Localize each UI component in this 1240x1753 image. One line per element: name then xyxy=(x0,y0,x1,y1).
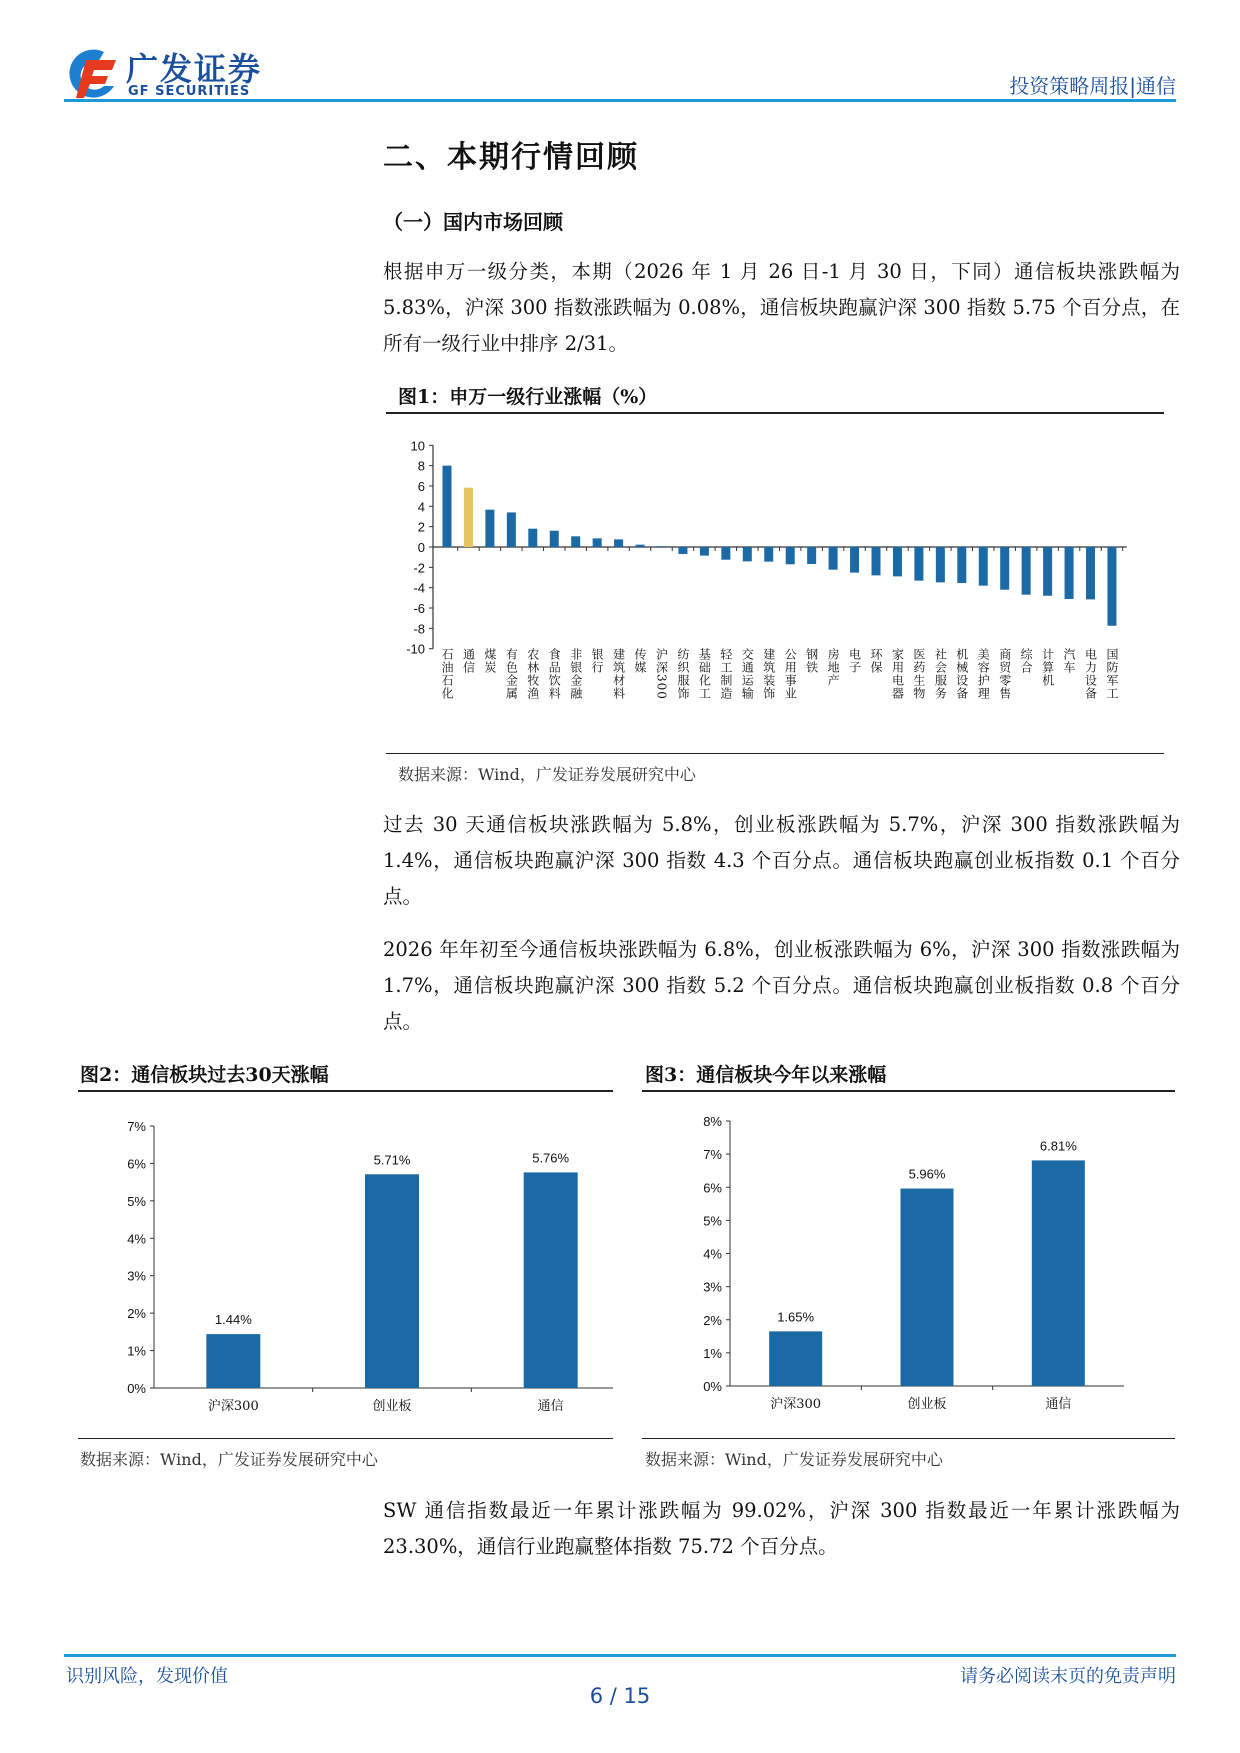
x-tick-label: 轻工制造 xyxy=(718,648,733,700)
bar xyxy=(893,547,902,576)
bar xyxy=(764,547,773,562)
x-tick-label: 创业板 xyxy=(372,1399,412,1414)
x-tick-label: 非银金融 xyxy=(568,648,583,700)
report-type: 投资策略周报|通信 xyxy=(1009,74,1176,98)
y-tick-label: -2 xyxy=(413,560,425,576)
x-tick-label: 电子 xyxy=(847,648,862,674)
x-tick-label: 农林牧渔 xyxy=(525,648,540,700)
y-tick-label: -6 xyxy=(413,601,425,617)
x-tick-label: 建筑装饰 xyxy=(761,648,776,700)
y-tick-label: 5% xyxy=(703,1213,722,1229)
y-tick-label: 10 xyxy=(410,438,425,454)
data-label: 1.65% xyxy=(777,1309,815,1325)
bar xyxy=(829,547,838,570)
y-tick-label: 8% xyxy=(703,1114,722,1129)
page-number: 6 / 15 xyxy=(589,1684,651,1708)
figure1-bottom-rule xyxy=(386,753,1164,754)
figure3-chart xyxy=(642,1095,1175,1435)
figure1-source: 数据来源：Wind，广发证券发展研究中心 xyxy=(398,765,696,784)
brand-name-en: GF SECURITIES xyxy=(128,84,251,99)
bar xyxy=(524,1172,578,1388)
y-tick-label: 1% xyxy=(703,1345,722,1361)
bar xyxy=(1065,547,1074,599)
bar xyxy=(1107,547,1116,626)
y-tick-label: -8 xyxy=(413,621,425,637)
bar xyxy=(914,547,923,581)
x-tick-label: 纺织服饰 xyxy=(675,648,690,700)
data-label: 6.81% xyxy=(1039,1138,1077,1154)
figure1-title: 图1：申万一级行业涨幅（%） xyxy=(398,386,658,408)
x-tick-label: 钢铁 xyxy=(804,648,819,674)
data-label: 1.44% xyxy=(214,1312,252,1328)
gf-logo-icon xyxy=(64,46,120,102)
x-tick-label: 通信 xyxy=(461,648,476,674)
x-tick-label: 社会服务 xyxy=(933,648,948,700)
figure3-title: 图3：通信板块今年以来涨幅 xyxy=(645,1064,887,1086)
bar xyxy=(206,1334,260,1388)
x-tick-label: 医药生物 xyxy=(911,648,926,700)
y-tick-label: 2% xyxy=(127,1306,146,1322)
y-tick-label: 3% xyxy=(703,1279,722,1295)
figure3-svg xyxy=(642,1095,1175,1435)
x-tick-label: 计算机 xyxy=(1040,648,1055,687)
bar xyxy=(550,531,559,547)
x-tick-label: 机械设备 xyxy=(954,648,969,700)
figure3-source: 数据来源：Wind，广发证券发展研究中心 xyxy=(645,1450,943,1469)
data-label: 5.71% xyxy=(373,1152,411,1168)
bar xyxy=(979,547,988,586)
y-tick-label: 6% xyxy=(703,1180,722,1196)
bar xyxy=(1032,1160,1085,1386)
footer-slogan: 识别风险，发现价值 xyxy=(66,1666,228,1687)
y-tick-label: 0% xyxy=(703,1379,722,1394)
figure2-source: 数据来源：Wind，广发证券发展研究中心 xyxy=(80,1450,378,1469)
x-tick-label: 通信 xyxy=(1045,1397,1072,1412)
x-tick-label: 沪深300 xyxy=(654,648,669,700)
section-title: 二、本期行情回顾 xyxy=(383,140,639,175)
bar xyxy=(786,547,795,564)
x-tick-label: 沪深300 xyxy=(770,1397,822,1412)
x-tick-label: 家用电器 xyxy=(890,648,905,700)
header-divider xyxy=(64,99,1176,102)
x-tick-label: 基础化工 xyxy=(697,648,712,700)
figure2-chart xyxy=(78,1095,613,1435)
y-tick-label: 7% xyxy=(127,1119,146,1134)
x-tick-label: 汽车 xyxy=(1062,648,1077,674)
bar xyxy=(614,539,623,547)
bar xyxy=(571,536,580,547)
figure1-chart xyxy=(383,420,1173,750)
y-tick-label: 8 xyxy=(417,458,425,474)
bar xyxy=(507,512,516,547)
figure2-title: 图2：通信板块过去30天涨幅 xyxy=(80,1064,329,1086)
bar xyxy=(901,1189,954,1386)
y-tick-label: 4 xyxy=(417,499,425,515)
bar xyxy=(721,547,730,560)
bar xyxy=(1086,547,1095,599)
figure2-svg xyxy=(78,1095,613,1435)
x-tick-label: 沪深300 xyxy=(207,1399,259,1414)
x-tick-label: 房地产 xyxy=(826,648,841,687)
bar xyxy=(365,1174,419,1388)
brand-name-cn: 广发证券 xyxy=(126,50,263,88)
paragraph-annual: SW 通信指数最近一年累计涨跌幅为 99.02%，沪深 300 指数最近一年累计涨跌幅为 23.30%，通信行业跑赢整体指数 75.72 个百分点。 xyxy=(383,1499,1180,1558)
x-tick-label: 商贸零售 xyxy=(997,648,1012,700)
bar xyxy=(1043,547,1052,596)
bar xyxy=(769,1331,822,1386)
figure2-top-rule xyxy=(78,1090,613,1092)
figure3-top-rule xyxy=(642,1090,1175,1092)
x-tick-label: 有色金属 xyxy=(504,648,519,700)
y-tick-label: -10 xyxy=(406,641,425,657)
y-tick-label: 1% xyxy=(127,1343,146,1359)
x-tick-label: 通信 xyxy=(537,1399,564,1414)
x-tick-label: 创业板 xyxy=(907,1397,947,1412)
x-tick-label: 综合 xyxy=(1019,648,1034,674)
y-tick-label: 4% xyxy=(127,1231,146,1247)
y-tick-label: 5% xyxy=(127,1193,146,1209)
x-tick-label: 建筑材料 xyxy=(611,648,626,700)
bar xyxy=(657,546,666,547)
bar xyxy=(593,538,602,547)
y-tick-label: 3% xyxy=(127,1268,146,1284)
bar xyxy=(807,547,816,564)
bar xyxy=(743,547,752,561)
y-tick-label: 4% xyxy=(703,1246,722,1262)
y-tick-label: 0 xyxy=(417,540,425,555)
data-label: 5.76% xyxy=(532,1150,570,1166)
x-tick-label: 环保 xyxy=(869,648,883,674)
figure2-bottom-rule xyxy=(78,1438,613,1439)
figure1-svg xyxy=(383,420,1173,750)
data-label: 5.96% xyxy=(908,1166,946,1182)
paragraph-ytd: 2026 年年初至今通信板块涨跌幅为 6.8%，创业板涨跌幅为 6%，沪深 300 指数涨跌幅为 1.7%，通信板块跑赢沪深 300 指数 5.2 个百分点。通信板块跑赢创业板指数 0.8 个百分点。 xyxy=(383,938,1180,1033)
bar xyxy=(700,547,709,556)
x-tick-label: 食品饮料 xyxy=(547,648,562,700)
x-tick-label: 银行 xyxy=(590,648,605,674)
y-tick-label: 2 xyxy=(417,519,425,535)
paragraph-weekly: 根据申万一级分类，本期（2026 年 1 月 26 日-1 月 30 日，下同）通信板块涨跌幅为 5.83%，沪深 300 指数涨跌幅为 0.08%，通信板块跑赢沪深 300 指数 5.75 个百分点，在所有一级行业中排序 2/31。 xyxy=(383,260,1180,355)
bar xyxy=(957,547,966,583)
x-tick-label: 交通运输 xyxy=(740,648,755,700)
bar xyxy=(1022,547,1031,595)
x-tick-label: 公用事业 xyxy=(783,648,798,700)
paragraph-30days: 过去 30 天通信板块涨跌幅为 5.8%，创业板涨跌幅为 5.7%，沪深 300 指数涨跌幅为 1.4%，通信板块跑赢沪深 300 指数 4.3 个百分点。通信板块跑赢创业板指数 0.1 个百分点。 xyxy=(383,813,1180,908)
x-tick-label: 电力设备 xyxy=(1083,648,1098,700)
subsection-title: （一）国内市场回顾 xyxy=(383,210,563,234)
bar xyxy=(678,547,687,554)
figure3-bottom-rule xyxy=(642,1438,1175,1439)
bar xyxy=(528,529,537,547)
x-tick-label: 煤炭 xyxy=(482,648,497,674)
x-tick-label: 石油石化 xyxy=(440,648,454,700)
bar xyxy=(636,545,645,547)
x-tick-label: 传媒 xyxy=(633,648,648,674)
y-tick-label: 6% xyxy=(127,1156,146,1172)
bar xyxy=(936,547,945,582)
bar xyxy=(872,547,881,575)
x-tick-label: 美容护理 xyxy=(976,648,991,700)
bar xyxy=(464,488,473,547)
bar xyxy=(850,547,859,573)
bar xyxy=(485,510,494,547)
y-tick-label: 2% xyxy=(703,1312,722,1328)
footer-divider xyxy=(64,1654,1176,1657)
figure1-top-rule xyxy=(386,412,1164,414)
y-tick-label: -4 xyxy=(413,580,425,596)
bar xyxy=(1000,547,1009,590)
y-tick-label: 7% xyxy=(703,1147,722,1163)
bar xyxy=(443,466,452,547)
footer-disclaimer: 请务必阅读末页的免责声明 xyxy=(960,1666,1176,1687)
y-tick-label: 0% xyxy=(127,1381,146,1396)
x-tick-label: 国防军工 xyxy=(1104,648,1119,700)
y-tick-label: 6 xyxy=(417,478,425,494)
